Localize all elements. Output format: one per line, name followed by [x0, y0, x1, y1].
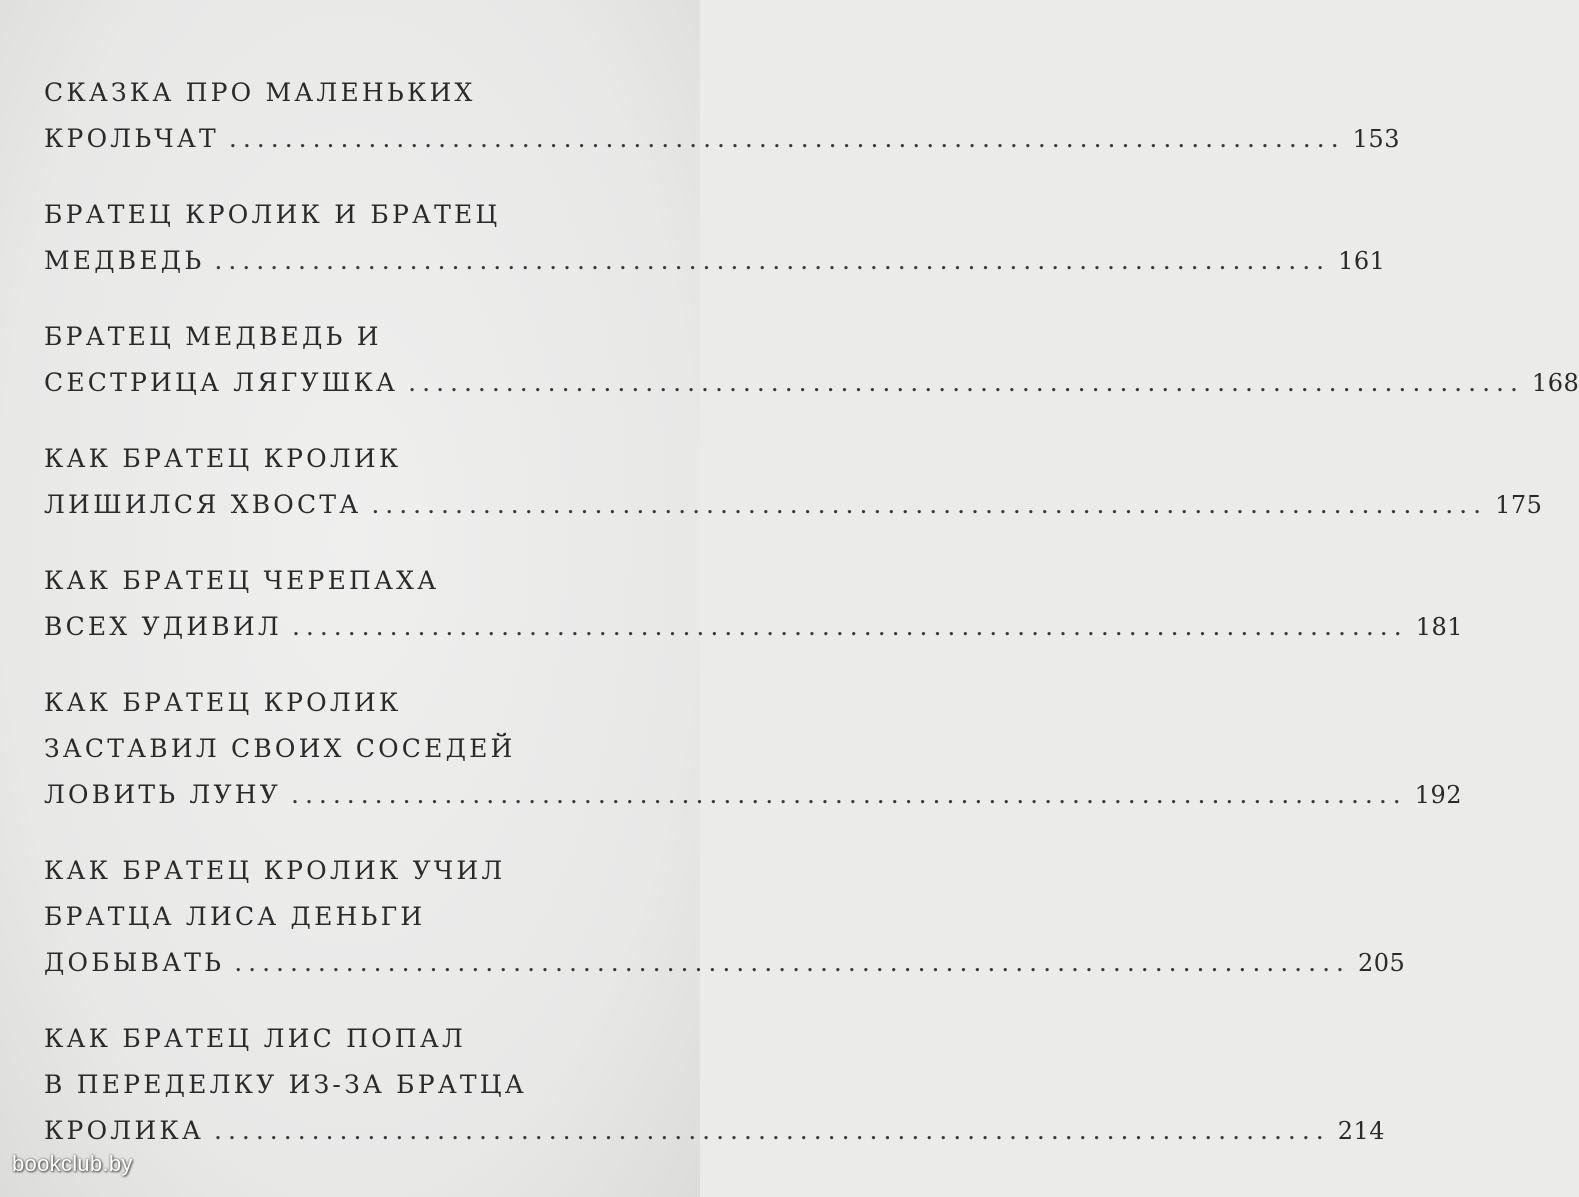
- toc-page-number: 175: [1495, 491, 1543, 519]
- toc-entry-line: БРАТЦА ЛИСА ДЕНЬГИ: [44, 902, 426, 931]
- toc-page-number: 181: [1415, 613, 1463, 641]
- toc-entry-title-text: КРОЛИКА: [44, 1116, 205, 1145]
- toc-page-number: 168: [1531, 369, 1579, 397]
- toc-entry-last-line: [44, 604, 1463, 650]
- toc-entry: [44, 558, 1463, 650]
- toc-page-number: 205: [1357, 949, 1406, 977]
- toc-page-number: 153: [1352, 125, 1400, 153]
- toc-entry-last-line: [44, 116, 1400, 162]
- toc-entry: [44, 436, 1543, 528]
- toc-page-number: 214: [1337, 1117, 1386, 1145]
- toc-entry-line: БРАТЕЦ КРОЛИК И БРАТЕЦ: [44, 200, 501, 229]
- toc-page-number: 161: [1338, 247, 1386, 275]
- watermark: bookclub.by: [12, 1151, 133, 1176]
- toc-leader-dots: ................................................................................: [371, 490, 1488, 519]
- toc-entry: [44, 680, 1463, 818]
- toc-entry: [44, 192, 1386, 284]
- toc-entry-title-text: КРОЛЬЧАТ: [44, 124, 219, 153]
- toc-entry-line: СКАЗКА ПРО МАЛЕНЬКИХ: [44, 78, 476, 107]
- toc-entry-line: КАК БРАТЕЦ КРОЛИК: [44, 444, 402, 473]
- toc-entry-last-line: [44, 360, 1579, 406]
- toc-leader-dots: ................................................................................: [214, 246, 1331, 275]
- toc-entry-title-text: ЛОВИТЬ ЛУНУ: [44, 780, 281, 809]
- toc-entry-title-text: ВСЕХ УДИВИЛ: [44, 612, 282, 641]
- toc-entry-line: БРАТЕЦ МЕДВЕДЬ И: [44, 322, 382, 351]
- toc-entry-line: ЗАСТАВИЛ СВОИХ СОСЕДЕЙ: [44, 734, 516, 763]
- toc-entry-title-text: ДОБЫВАТЬ: [44, 948, 225, 977]
- toc-entry-title-text: СЕСТРИЦА ЛЯГУШКА: [44, 368, 399, 397]
- toc-entry-last-line: [44, 482, 1543, 528]
- toc-entry: [44, 848, 1406, 986]
- toc-page-number: 192: [1414, 781, 1463, 809]
- toc-entry-last-line: [44, 772, 1463, 818]
- toc-entry-line: КАК БРАТЕЦ КРОЛИК УЧИЛ: [44, 856, 506, 885]
- toc-leader-dots: ................................................................................: [234, 948, 1350, 977]
- toc-entry-line: КАК БРАТЕЦ ЛИС ПОПАЛ: [44, 1024, 467, 1053]
- toc-entry-title-text: ЛИШИЛСЯ ХВОСТА: [44, 490, 362, 519]
- toc-entry-line: КАК БРАТЕЦ КРОЛИК: [44, 688, 402, 717]
- toc-leader-dots: ................................................................................: [228, 124, 1345, 153]
- toc-leader-dots: ................................................................................: [214, 1116, 1330, 1145]
- toc-entry: [44, 314, 1579, 406]
- toc-entry: [44, 70, 1400, 162]
- toc-entry-last-line: [44, 1108, 1386, 1154]
- toc-leader-dots: ................................................................................: [291, 780, 1407, 809]
- toc-entry-line: КАК БРАТЕЦ ЧЕРЕПАХА: [44, 566, 440, 595]
- toc-leader-dots: ................................................................................: [408, 368, 1524, 397]
- toc-entry: [44, 1016, 1386, 1154]
- toc-entry-line: В ПЕРЕДЕЛКУ ИЗ-ЗА БРАТЦА: [44, 1070, 527, 1099]
- toc-entry-last-line: [44, 940, 1406, 986]
- toc-leader-dots: ................................................................................: [291, 612, 1408, 641]
- toc-entry-last-line: [44, 238, 1386, 284]
- toc-entry-title-text: МЕДВЕДЬ: [44, 246, 205, 275]
- table-of-contents: [44, 70, 1579, 1184]
